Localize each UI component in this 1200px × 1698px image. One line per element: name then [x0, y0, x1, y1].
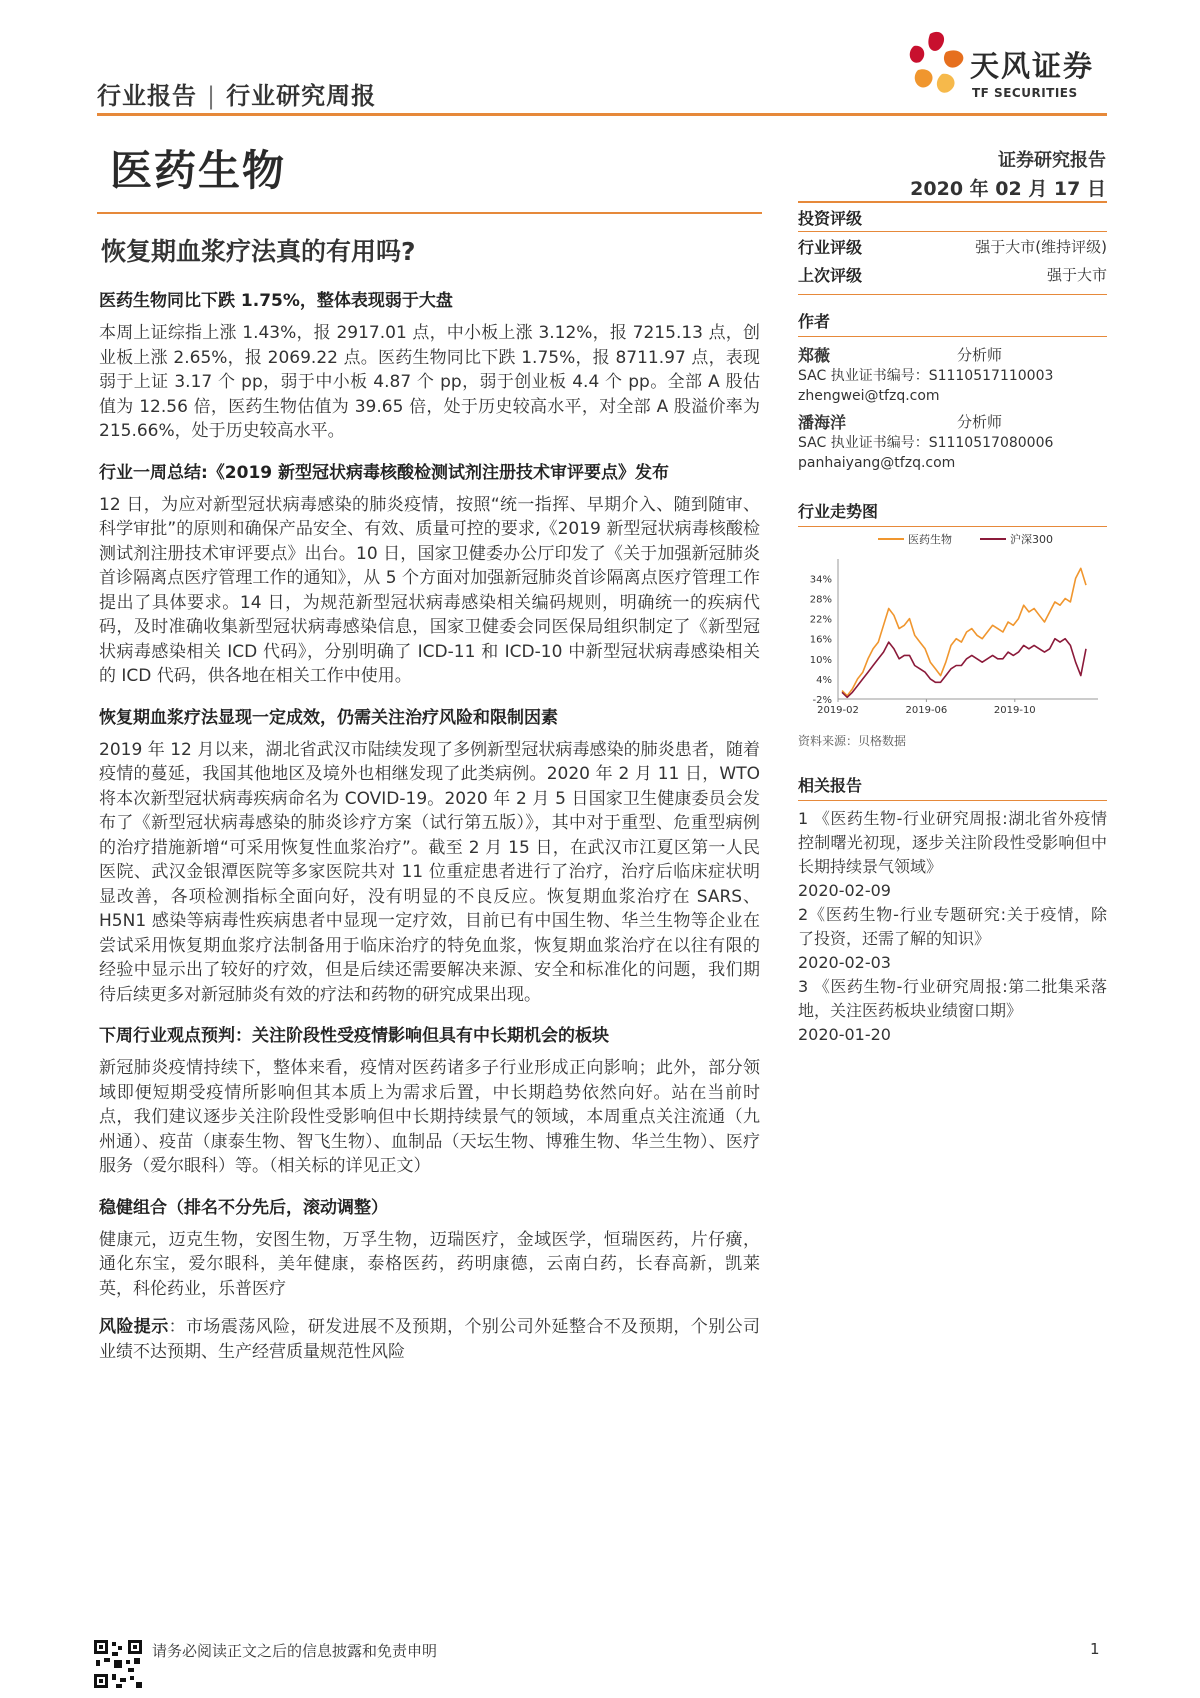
report-title: 恢复期血浆疗法真的有用吗?	[101, 237, 416, 266]
author-email[interactable]: panhaiyang@tfzq.com	[798, 455, 956, 471]
category-label: 行业报告	[97, 82, 197, 110]
section-body: 健康元，迈克生物，安图生物，万孚生物，迈瑞医疗，金域医学，恒瑞医药，片仔癀，通化东宝，爱尔眼科，美年健康，泰格医药，药明康德，云南白药，长春高新，凯莱英，科伦药业，乐普医疗	[99, 1229, 760, 1299]
main-content	[97, 226, 760, 1364]
prev-rating-value: 强于大市	[1046, 265, 1107, 284]
brand-name-en: TF SECURITIES	[972, 86, 1078, 100]
author-block	[798, 337, 1107, 406]
rating-title: 投资评级	[798, 208, 863, 228]
legend-label: 医药生物	[908, 533, 952, 546]
risk-label: 风险提示	[99, 1317, 169, 1337]
author-name: 郑薇	[798, 346, 831, 365]
sector-title: 医药生物	[110, 146, 287, 195]
legend-label: 沪深300	[1010, 533, 1053, 546]
report-date: 2020 年 02 月 17 日	[910, 178, 1106, 200]
section-heading: 恢复期血浆疗法显现一定成效，仍需关注治疗风险和限制因素	[99, 707, 558, 728]
section-heading: 医药生物同比下跌 1.75%，整体表现弱于大盘	[99, 291, 453, 311]
y-tick-label: 22%	[809, 614, 832, 626]
x-tick-label: 2019-06	[905, 705, 948, 716]
header-divider	[97, 113, 1107, 116]
report-category	[97, 76, 376, 111]
section-body: 新冠肺炎疫情持续下，整体来看，疫情对医药诸多子行业形成正向影响；此外，部分领域即便短期受疫情所影响但其本质上为需求后置，中长期趋势依然向好。站在当前时点，我们建议逐步关注阶段性受影响但中长期持续景气的领域，本周重点关注流通（九州通）、疫苗（康泰生物、智飞生物）、血制品（天坛生物、博雅生物、华兰生物）、医疗服务（爱尔眼科）等。（相关标的详见正文）	[99, 1058, 760, 1176]
author-sac: SAC 执业证书编号：S1110517110003	[798, 368, 1054, 384]
section-body: 12 日，为应对新型冠状病毒感染的肺炎疫情，按照“统一指挥、早期介入、随到随审、科学审批”的原则和确保产品安全、有效、质量可控的要求,《2019 新型冠状病毒核酸检测试剂注册技术审评要点》出台。10 日，国家卫健委办公厅印发了《关于加强新冠肺炎首诊隔离点医疗管理工作的通知》，从 5 个方面对加强新冠肺炎首诊隔离点医疗管理工作提出了具体要求。14 日，为规范新型冠状病毒感染相关编码规则，明确统一的疾病代码，及时准确收集新型冠状病毒感染信息，国家卫健委会同医保局组织制定了《新型冠状病毒感染相关 ICD 代码》，分别明确了 ICD-11 和 ICD-10 中新型冠状病毒感染相关的 ICD 代码，供各地在相关工作中使用。	[99, 494, 760, 686]
related-report-date: 2020-01-20	[798, 1025, 891, 1044]
sidebar-rule	[798, 800, 1107, 801]
section-heading: 下周行业观点预判：关注阶段性受疫情影响但具有中长期机会的板块	[99, 1026, 609, 1046]
risk-text: ：市场震荡风险，研发进展不及预期，个别公司外延整合不及预期，个别公司业绩不达预期、生产经营质量规范性风险	[99, 1317, 761, 1362]
author-role: 分析师	[957, 413, 1003, 431]
industry-rating-value: 强于大市(维持评级)	[975, 237, 1107, 256]
section-heading: 行业一周总结:《2019 新型冠状病毒核酸检测试剂注册技术审评要点》发布	[99, 462, 670, 483]
page-number: 1	[1090, 1640, 1100, 1658]
footer-disclaimer: 请务必阅读正文之后的信息披露和免责申明	[152, 1642, 438, 1660]
y-tick-label: 10%	[809, 654, 832, 666]
subcategory-label: 行业研究周报	[226, 82, 377, 110]
qr-code-icon	[92, 1638, 144, 1690]
series-line	[842, 568, 1086, 695]
related-report-date: 2020-02-09	[798, 881, 891, 900]
author-name: 潘海洋	[798, 413, 847, 432]
y-tick-label: 4%	[816, 674, 832, 686]
y-tick-label: 16%	[809, 634, 832, 646]
report-type: 证券研究报告	[998, 150, 1106, 171]
prev-rating-label: 上次评级	[798, 265, 863, 285]
section-heading: 稳健组合（排名不分先后，滚动调整）	[99, 1197, 388, 1218]
main-divider	[97, 212, 762, 214]
trend-title: 行业走势图	[798, 502, 879, 521]
industry-trend-chart	[798, 527, 1107, 722]
brand-name-cn: 天风证券	[970, 49, 1095, 83]
category-separator: |	[207, 82, 217, 110]
x-tick-label: 2019-02	[817, 705, 859, 716]
industry-rating-label: 行业评级	[798, 237, 863, 257]
series-line	[842, 639, 1086, 698]
x-tick-label: 2019-10	[993, 705, 1036, 716]
author-title: 作者	[798, 312, 831, 331]
author-email[interactable]: zhengwei@tfzq.com	[798, 388, 940, 404]
related-title: 相关报告	[798, 776, 863, 795]
sidebar	[798, 203, 1107, 1047]
chart-lines	[842, 568, 1086, 697]
related-report-date: 2020-02-03	[798, 953, 891, 972]
related-report-item[interactable]: 3 《医药生物-行业研究周报:第二批集采落地，关注医药板块业绩窗口期》	[798, 977, 1107, 1020]
chart-source: 资料来源：贝格数据	[798, 734, 907, 748]
risk-warning	[99, 1315, 760, 1364]
y-tick-label: -2%	[812, 695, 832, 706]
author-sac: SAC 执业证书编号：S1110517080006	[798, 435, 1054, 451]
author-block	[798, 406, 1107, 473]
y-tick-label: 34%	[809, 574, 832, 586]
author-role: 分析师	[957, 346, 1003, 364]
y-tick-label: 28%	[809, 594, 832, 606]
section-body: 本周上证综指上涨 1.43%，报 2917.01 点，中小板上涨 3.12%，报 7215.13 点，创业板上涨 2.65%，报 2069.22 点。医药生物同比下跌 1.75%，报 8711.97 点，表现弱于上证 3.17 个 pp，弱于中小板 4.87 个 pp，弱于创业板 4.4 个 pp。全部 A 股估值为 12.56 倍，医药生物估值为 39.65 倍，处于历史较高水平，对全部 A 股溢价率为 215.66%，处于历史较高水平。	[99, 323, 760, 441]
related-report-item[interactable]: 1 《医药生物-行业研究周报:湖北省外疫情控制曙光初现，逐步关注阶段性受影响但中长期持续景气领域》	[798, 809, 1107, 876]
section-body: 2019 年 12 月以来，湖北省武汉市陆续发现了多例新型冠状病毒感染的肺炎患者，随着疫情的蔓延，我国其他地区及境外也相继发现了此类病例。2020 年 2 月 11 日，WTO 将本次新型冠状病毒疾病命名为 COVID-19。2020 年 2 月 5 日国家卫生健康委员会发布了《新型冠状病毒感染的肺炎诊疗方案（试行第五版）》，其中对于重型、危重型病例的治疗措施新增“可采用恢复性血浆治疗”。截至 2 月 15 日，在武汉市江夏区第一人民医院、武汉金银潭医院等多家医院共对 11 位重症患者进行了治疗，治疗后临床症状明显改善，各项检测指标全面向好，没有明显的不良反应。恢复期血浆治疗在 SARS、H5N1 感染等病毒性疾病患者中显现一定疗效，目前已有中国生物、华兰生物等企业在尝试采用恢复期血浆疗法制备用于临床治疗的特免血浆，恢复期血浆治疗在以往有限的经验中显示出了较好的疗效，但是后续还需要解决来源、安全和标准化的问题，我们期待后续更多对新冠肺炎有效的疗法和药物的研究成果出现。	[99, 739, 760, 1005]
related-report-item[interactable]: 2《医药生物-行业专题研究:关于疫情，除了投资，还需了解的知识》	[798, 905, 1107, 948]
chart-legend	[878, 532, 1053, 546]
